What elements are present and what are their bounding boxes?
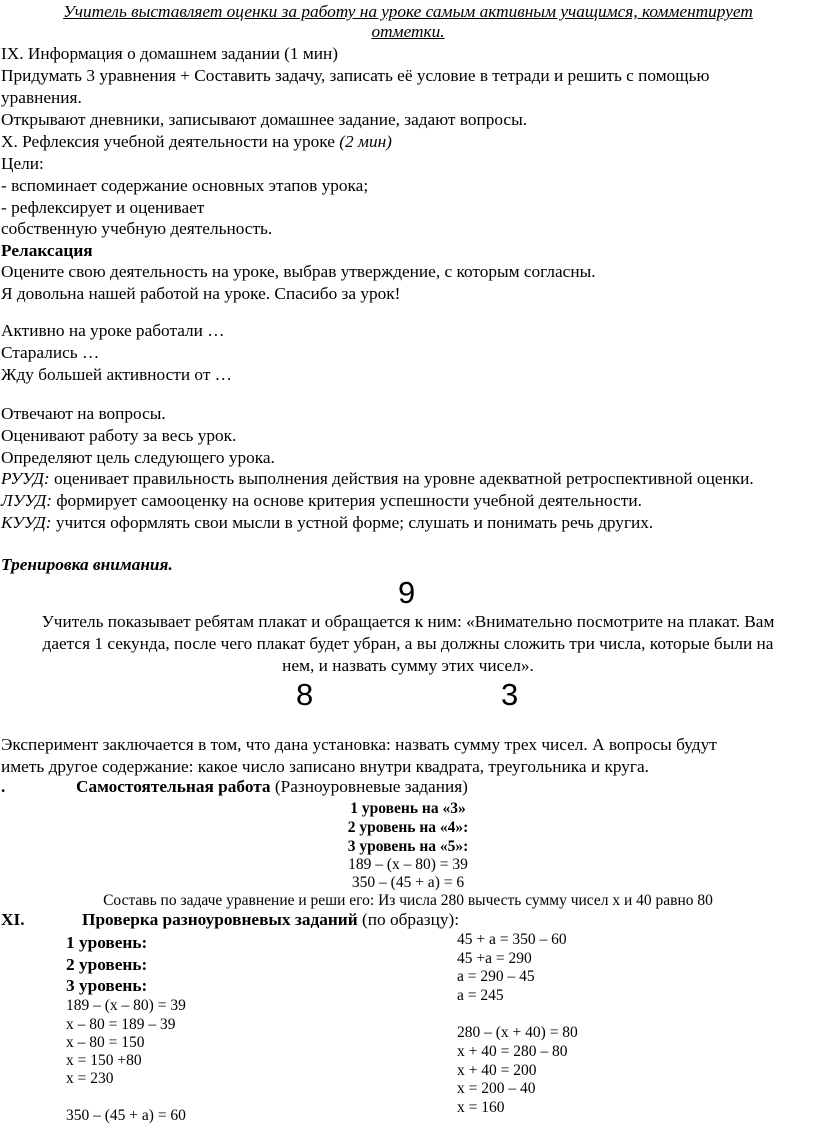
header-line-2: отметки.	[371, 22, 445, 41]
solution-right-5: 280 – (х + 40) = 80	[457, 1024, 578, 1041]
reflection-phrase-3: Жду большей активности от …	[1, 365, 232, 384]
kuud-line	[1, 513, 816, 533]
solution-right-7: х + 40 = 200	[457, 1062, 537, 1079]
luud-line	[1, 491, 816, 511]
luud-label: ЛУУД:	[1, 491, 53, 510]
check-level-3: 3 уровень:	[66, 976, 148, 995]
homework-task-line-2: уравнения.	[1, 88, 82, 107]
ruud-text: оценивает правильность выполнения действия на уровне адекватной ретроспективной оценки.	[49, 469, 754, 488]
level-1-heading: 1 уровень на «3»	[350, 800, 466, 817]
solution-right-8: х = 200 – 40	[457, 1080, 536, 1097]
poster-number-3: 3	[501, 677, 519, 712]
student-action-2: Оценивают работу за весь урок.	[1, 426, 237, 445]
goal-3: собственную учебную деятельность.	[1, 219, 273, 238]
relaxation-instruction: Оцените свою деятельность на уроке, выбрав утверждение, с которым согласны.	[1, 262, 596, 281]
section-10-title	[1, 132, 816, 152]
kuud-text: учится оформлять свои мысли в устной форме; слушать и понимать речь других.	[51, 513, 654, 532]
experiment-line-2: иметь другое содержание: какое число записано внутри квадрата, треугольника и круга.	[1, 757, 649, 776]
goals-label: Цели:	[1, 154, 44, 173]
level-2-heading: 2 уровень на «4»:	[347, 819, 469, 836]
equation-2: 350 – (45 + а) = 6	[351, 874, 465, 891]
section-9-title: IX. Информация о домашнем задании (1 мин)	[1, 44, 339, 63]
attention-title: Тренировка внимания.	[1, 555, 173, 574]
luud-text: формирует самооценку на основе критерия успешности учебной деятельности.	[52, 491, 642, 510]
level-3-heading: 3 уровень на «5»:	[347, 838, 469, 855]
poster-number-8: 8	[296, 677, 314, 712]
ruud-line	[1, 469, 816, 489]
header-line-1: Учитель выставляет оценки за работу на уроке самым активным учащимся, комментирует	[63, 2, 753, 21]
attention-text-2: дается 1 секунда, после чего плакат будет убран, а вы должны сложить три числа, которые были на	[42, 634, 774, 653]
solution-left-5: х = 230	[66, 1070, 114, 1087]
relaxation-thanks: Я довольна нашей работой на уроке. Спасибо за урок!	[1, 284, 401, 303]
solution-left-6: 350 – (45 + а) = 60	[66, 1107, 186, 1124]
poster-number-9: 9	[398, 575, 416, 610]
solution-right-4: а = 245	[457, 987, 504, 1004]
section-11-number: XI.	[1, 910, 25, 929]
student-action-1: Отвечают на вопросы.	[1, 404, 166, 423]
section-11-title	[82, 910, 459, 930]
check-level-2: 2 уровень:	[66, 955, 148, 974]
reflection-phrase-1: Активно на уроке работали …	[1, 321, 225, 340]
attention-text-1: Учитель показывает ребятам плакат и обращается к ним: «Внимательно посмотрите на плакат. Вам	[41, 612, 775, 631]
solution-right-2: 45 +а = 290	[457, 950, 532, 967]
section-10-title-text: X. Рефлексия учебной деятельности на уроке	[1, 132, 340, 151]
attention-text-3: нем, и назвать сумму этих чисел».	[282, 656, 534, 675]
solution-left-1: 189 – (х – 80) = 39	[66, 997, 186, 1014]
solution-right-6: х + 40 = 280 – 80	[457, 1043, 568, 1060]
goal-2: - рефлексирует и оценивает	[1, 198, 205, 217]
independent-bullet: .	[1, 777, 6, 796]
homework-task-line-1: Придумать 3 уравнения + Составить задачу, записать её условие в тетради и решить с помощью	[1, 66, 710, 85]
reflection-phrase-2: Старались …	[1, 343, 100, 362]
independent-title	[76, 777, 468, 797]
section-11-title-bold: Проверка разноуровневых заданий	[82, 910, 358, 929]
student-action-3: Определяют цель следующего урока.	[1, 448, 275, 467]
solution-right-3: а = 290 – 45	[457, 968, 535, 985]
check-level-1: 1 уровень:	[66, 933, 148, 952]
independent-title-bold: Самостоятельная работа	[76, 777, 271, 796]
relaxation-label: Релаксация	[1, 241, 93, 260]
kuud-label: КУУД:	[1, 513, 52, 532]
equation-1: 189 – (х – 80) = 39	[348, 856, 468, 873]
word-problem: Составь по задаче уравнение и реши его: Из числа 280 вычесть сумму чисел х и 40 равно 80	[103, 892, 713, 909]
solution-left-2: х – 80 = 189 – 39	[66, 1016, 176, 1033]
ruud-label: РУУД:	[1, 469, 50, 488]
section-11-title-rest: (по образцу):	[357, 910, 460, 929]
experiment-line-1: Эксперимент заключается в том, что дана установка: назвать сумму трех чисел. А вопросы будут	[1, 735, 717, 754]
homework-students: Открывают дневники, записывают домашнее задание, задают вопросы.	[1, 110, 528, 129]
solution-right-9: х = 160	[457, 1099, 505, 1116]
section-10-duration: (2 мин)	[339, 132, 392, 151]
solution-left-3: х – 80 = 150	[66, 1034, 145, 1051]
solution-left-4: х = 150 +80	[66, 1052, 142, 1069]
independent-title-rest: (Разноуровневые задания)	[270, 777, 468, 796]
goal-1: - вспоминает содержание основных этапов урока;	[1, 176, 369, 195]
solution-right-1: 45 + а = 350 – 60	[457, 931, 567, 948]
